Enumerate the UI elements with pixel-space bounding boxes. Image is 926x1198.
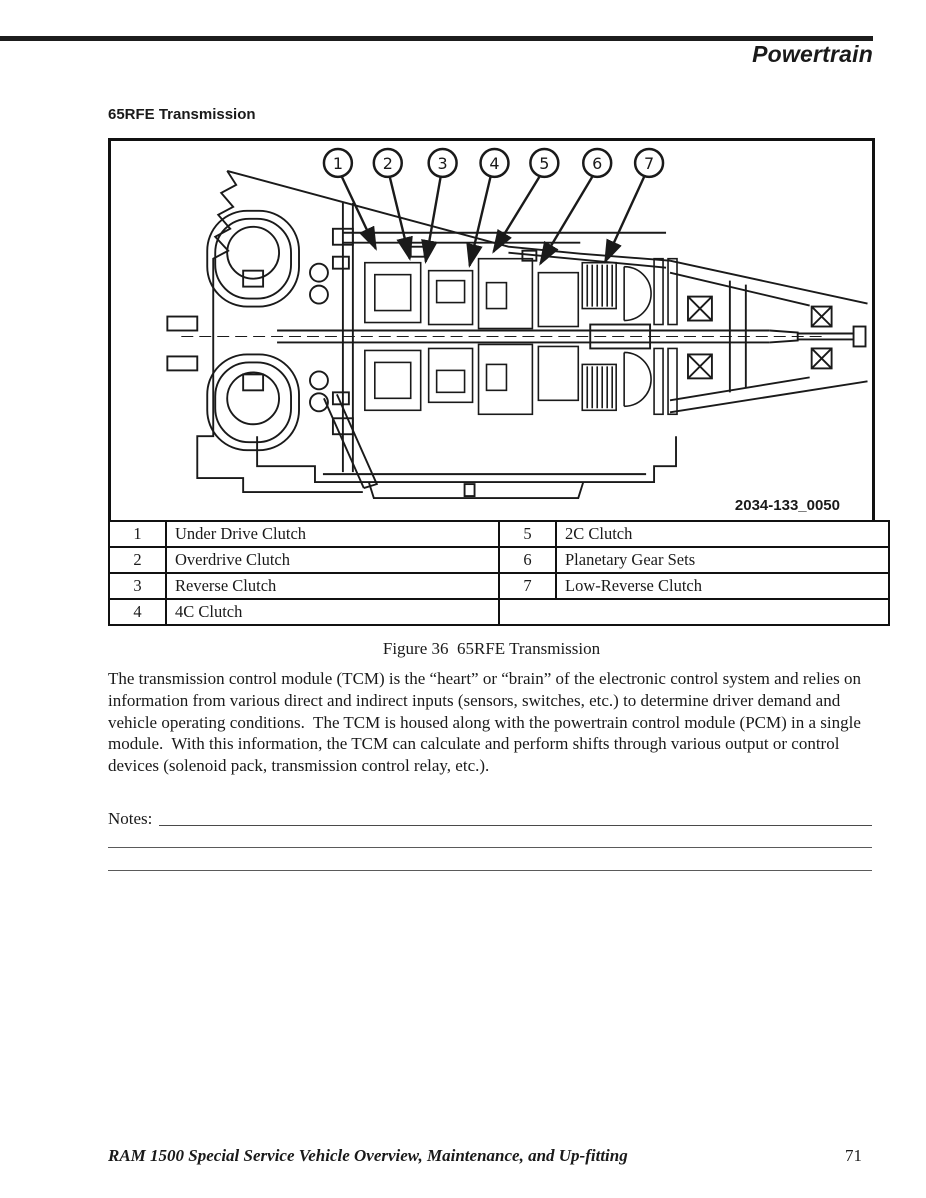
callout-3: 3: [437, 153, 448, 173]
legend-num-cell: 5: [499, 521, 556, 547]
section-heading: 65RFE Transmission: [108, 106, 256, 123]
callout-1: 1: [332, 153, 343, 173]
table-row: [109, 599, 889, 625]
callout-4: 4: [489, 153, 500, 173]
legend-label-cell: Under Drive Clutch: [166, 521, 499, 547]
legend-num-cell: 3: [109, 573, 166, 599]
transmission-diagram-illustration: [111, 141, 872, 520]
body-paragraph: The transmission control module (TCM) is the “heart” or “brain” of the electronic control system and relies on information from various direct and indirect inputs (sensors, switches, etc.) to determine driver demand and vehicle operating conditions. The TCM is housed along with the powertrain control module (PCM) in a single module. With this information, the TCM can calculate and perform shifts through various output or control devices (solenoid pack, transmission control relay, etc.).: [108, 669, 866, 776]
legend-label-cell: Planetary Gear Sets: [556, 547, 889, 573]
header-rule: [0, 36, 873, 41]
page-title: Powertrain: [752, 41, 873, 67]
legend-empty-cell: [499, 599, 889, 625]
legend-num-cell: 2: [109, 547, 166, 573]
callout-5: 5: [539, 153, 550, 173]
callout-leader-lines: [342, 177, 644, 266]
notes-label: Notes:: [108, 809, 153, 828]
legend-table: [108, 520, 890, 626]
callout-6: 6: [592, 153, 603, 173]
legend-num-cell: 7: [499, 573, 556, 599]
callout-balloons: [324, 149, 663, 177]
legend-label-cell: Low-Reverse Clutch: [556, 573, 889, 599]
footer-title: RAM 1500 Special Service Vehicle Overview, Maintenance, and Up-fitting: [108, 1146, 628, 1165]
callout-7: 7: [644, 153, 655, 173]
legend-label-cell: 4C Clutch: [166, 599, 499, 625]
extension-housing: [670, 261, 867, 413]
legend-num-cell: 4: [109, 599, 166, 625]
callout-2: 2: [382, 153, 393, 173]
figure-box: [108, 138, 875, 523]
page-number: 71: [845, 1146, 862, 1165]
clutch-packs-lower: [365, 344, 677, 414]
notes-row: [108, 809, 872, 829]
table-row: [109, 573, 889, 599]
legend-num-cell: 6: [499, 547, 556, 573]
notes-write-line: [108, 831, 872, 848]
legend-num-cell: 1: [109, 521, 166, 547]
legend-label-cell: 2C Clutch: [556, 521, 889, 547]
notes-write-line: [159, 811, 872, 826]
figure-caption: Figure 36 65RFE Transmission: [382, 639, 601, 658]
clutch-packs-upper: [365, 259, 677, 329]
legend-label-cell: Overdrive Clutch: [166, 547, 499, 573]
table-row: [109, 521, 889, 547]
notes-write-line: [108, 854, 872, 871]
page-footer: [108, 1146, 862, 1166]
figure-image-code: 2034-133_0050: [734, 497, 840, 514]
table-row: [109, 547, 889, 573]
legend-label-cell: Reverse Clutch: [166, 573, 499, 599]
